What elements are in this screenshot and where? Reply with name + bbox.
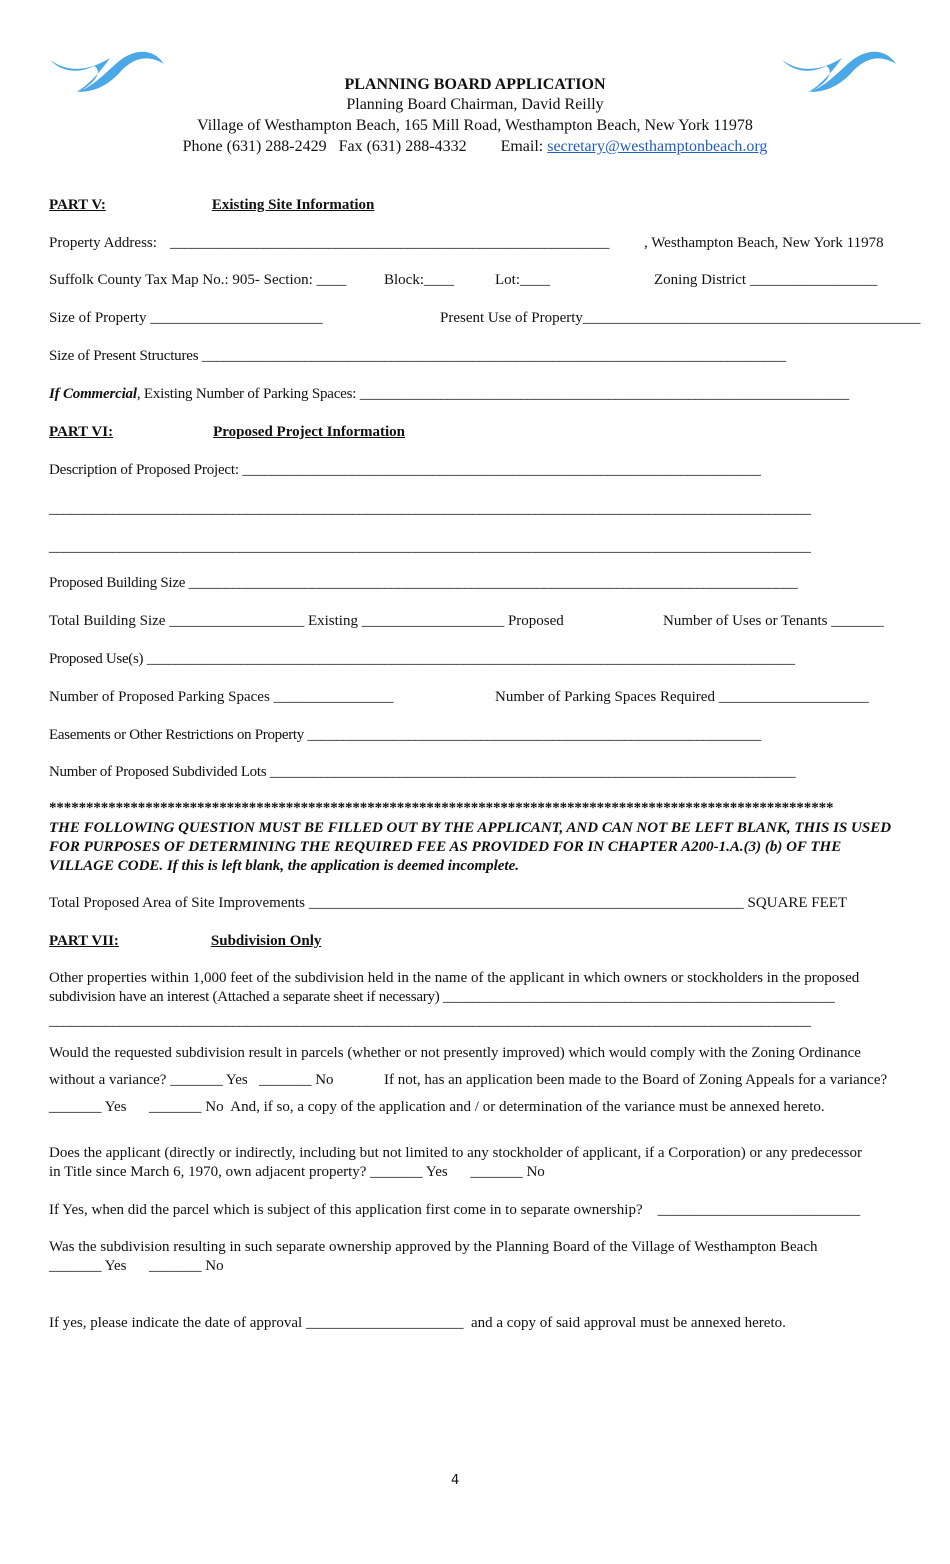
- if-commercial-label: If Commercial: [49, 386, 137, 402]
- subdivided-lots-field[interactable]: Number of Proposed Subdivided Lots _________________________________________________________________________: [49, 764, 796, 780]
- property-address-label: Property Address:: [49, 235, 157, 251]
- size-present-structures-field[interactable]: Size of Present Structures ________________________________________________________________________________: [49, 348, 786, 364]
- proposed-uses-field[interactable]: Proposed Use(s) __________________________________________________________________________________________: [49, 651, 795, 667]
- adjacent-property-field[interactable]: in Title since March 6, 1970, own adjacent property? _______ Yes _______ No: [49, 1164, 545, 1180]
- part5-label: PART V:: [49, 197, 106, 213]
- total-building-size-field[interactable]: Total Building Size __________________ Existing ___________________ Proposed: [49, 613, 564, 629]
- other-properties-line-3[interactable]: ____________________________________________________________________________________________________________: [49, 1013, 811, 1029]
- easements-field[interactable]: Easements or Other Restrictions on Property _______________________________________________________________: [49, 727, 762, 743]
- part6-title: Proposed Project Information: [213, 424, 405, 440]
- other-properties-field[interactable]: subdivision have an interest (Attached a separate sheet if necessary) ______________________________________________________: [49, 989, 835, 1005]
- zoning-district-field[interactable]: Zoning District _________________: [654, 272, 878, 288]
- asterisk-divider: **********************************************************************************************************: [49, 800, 834, 816]
- parking-required-field[interactable]: Number of Parking Spaces Required ____________________: [495, 689, 869, 705]
- tax-map-field[interactable]: Suffolk County Tax Map No.: 905- Section: ____: [49, 272, 347, 288]
- form-title: PLANNING BOARD APPLICATION: [344, 76, 606, 93]
- number-of-uses-field[interactable]: Number of Uses or Tenants _______: [663, 613, 884, 629]
- commercial-parking-text: , Existing Number of Parking Spaces: ___________________________________________________________________: [136, 386, 849, 402]
- comply-yes-no-field[interactable]: without a variance? _______ Yes _______ No: [49, 1072, 334, 1088]
- bza-question: If not, has an application been made to the Board of Zoning Appeals for a variance?: [384, 1072, 888, 1088]
- part5-heading: [49, 196, 374, 214]
- part5-title: Existing Site Information: [211, 197, 375, 213]
- address-line: Village of Westhampton Beach, 165 Mill Road, Westhampton Beach, New York 11978: [197, 117, 753, 134]
- approved-yes-no-field[interactable]: _______ Yes _______ No: [49, 1258, 224, 1274]
- contact-line: [0, 138, 950, 156]
- chairman-line: Planning Board Chairman, David Reilly: [346, 96, 604, 113]
- email-link[interactable]: secretary@westhamptonbeach.org: [547, 138, 768, 155]
- part6-label: PART VI:: [49, 424, 114, 440]
- description-line-2[interactable]: ____________________________________________________________________________________________________________: [49, 501, 811, 517]
- size-of-property-field[interactable]: Size of Property _______________________: [49, 310, 323, 326]
- approval-date-field[interactable]: If yes, please indicate the date of approval _____________________ and a copy of said approval must be annexed hereto.: [49, 1315, 786, 1331]
- adjacent-property-line-1: Does the applicant (directly or indirectly, including but not limited to any stockholder of applicant, if a Corporation) or any predecessor: [49, 1145, 862, 1161]
- description-field[interactable]: Description of Proposed Project: _______________________________________________________________________: [49, 462, 761, 478]
- part7-label: PART VII:: [49, 933, 119, 949]
- comply-question-line-1: Would the requested subdivision result in parcels (whether or not presently improved) which would comply with the Zoning Ordinance: [49, 1045, 861, 1061]
- proposed-building-size-field[interactable]: Proposed Building Size ____________________________________________________________________________________: [49, 575, 798, 591]
- lot-field[interactable]: Lot:____: [495, 272, 550, 288]
- page-number: 4: [451, 1473, 460, 1488]
- property-address-suffix: , Westhampton Beach, New York 11978: [644, 235, 884, 251]
- other-properties-line-1: Other properties within 1,000 feet of the subdivision held in the name of the applicant in which owners or stockholders in the proposed: [49, 970, 860, 986]
- part7-title: Subdivision Only: [210, 933, 322, 949]
- separate-ownership-field[interactable]: If Yes, when did the parcel which is subject of this application first come in to separate ownership? ___________________________: [49, 1202, 861, 1218]
- notice-tail-text: If this is left blank, the application is deemed incomplete.: [166, 858, 520, 874]
- block-field[interactable]: Block:____: [384, 272, 454, 288]
- description-line-3[interactable]: ____________________________________________________________________________________________________________: [49, 539, 811, 555]
- email-label: Email:: [500, 138, 544, 155]
- present-use-field[interactable]: Present Use of Property_____________________________________________: [440, 310, 921, 326]
- approved-question: Was the subdivision resulting in such separate ownership approved by the Planning Board of the Village of Westhampton Beach: [49, 1239, 818, 1255]
- proposed-parking-field[interactable]: Number of Proposed Parking Spaces ________________: [49, 689, 394, 705]
- property-address-field[interactable]: _____________________________________________________________: [170, 235, 610, 251]
- part6-heading: [49, 423, 405, 441]
- notice-main-text: THE FOLLOWING QUESTION MUST BE FILLED OUT BY THE APPLICANT, AND CAN NOT BE LEFT BLANK, THIS IS USED FOR PURPOSES OF DETERMINING THE REQUIRED FEE AS PROVIDED FOR IN CHAPTER A200-1.A.(3) (b) OF THE VILLAGE CODE.: [49, 820, 892, 874]
- commercial-parking-field[interactable]: [49, 385, 849, 403]
- part7-heading: [49, 932, 321, 950]
- total-area-field[interactable]: Total Proposed Area of Site Improvements __________________________________________________________ SQUARE FEET: [49, 895, 848, 911]
- phone-fax: Phone (631) 288-2429 Fax (631) 288-4332: [182, 138, 467, 155]
- required-fee-notice: [49, 819, 899, 876]
- bza-yes-no-field[interactable]: _______ Yes _______ No And, if so, a copy of the application and / or determination of the variance must be annexed hereto.: [49, 1099, 825, 1115]
